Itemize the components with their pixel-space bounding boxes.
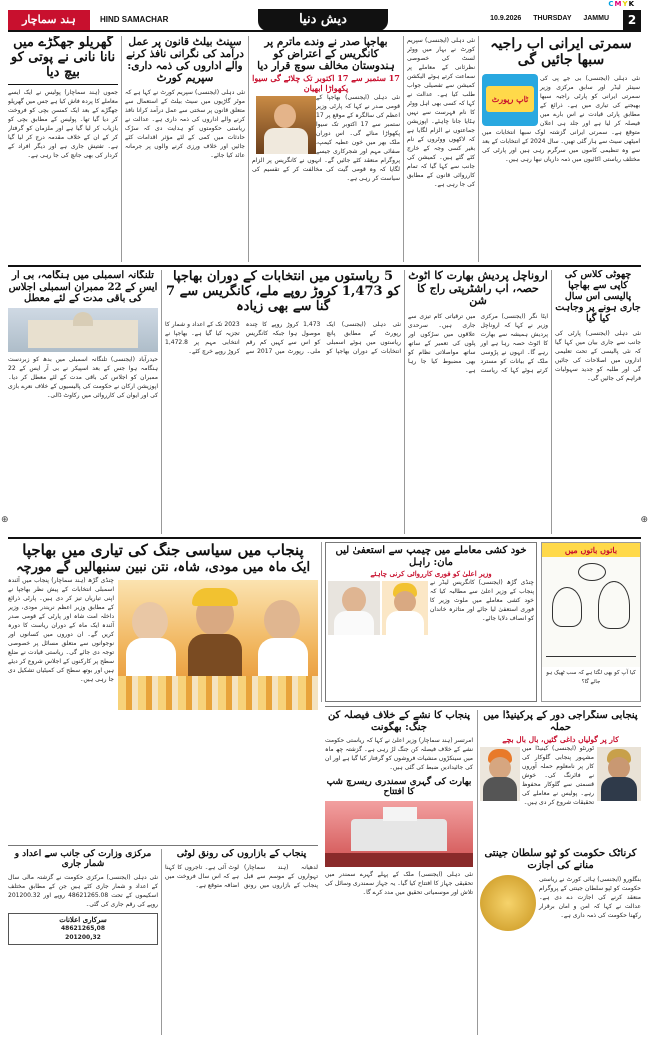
story-headline-2: بھارت کی گہری سمندری ریسرچ شپ کا افتتاح — [326, 777, 472, 798]
masthead-logo: ہند سماچار — [8, 10, 90, 30]
figures-box-title: سرکاری اعلانات — [59, 914, 107, 924]
story-punjab-drugs — [325, 710, 473, 1035]
story-headline: پنجاب کے بازاروں کی رونق لوٹی — [176, 849, 307, 859]
story-headline: پنجاب میں سیاسی جنگ کی تیاری میں بھاجپا — [22, 542, 304, 559]
story-canada-attack — [480, 710, 641, 840]
story-headline: اروناچل پردیش بھارت کا اٹوٹ حصہ، اب راشٹرپتی راج کا شن — [408, 270, 548, 308]
cartoon-title: باتوں باتوں میں — [542, 543, 640, 557]
story-headline: پنجابی سنگراجی دور کے پرکینیڈا میں حملہ — [483, 710, 638, 733]
story-far-left — [8, 36, 118, 262]
header-day: THURSDAY — [533, 15, 572, 22]
story-body: نئی دہلی (ایجنسی) سپریم کورٹ نے بہار میں ووٹر لسٹ کی خصوصی نظرثانی کے معاملے پر سماعت کرتے ہوئے الیکشن کمیشن سے تفصیلی جواب طلب کیا ہے۔ عدالت نے کہا کہ کسی بھی اہل ووٹر کا نام فہرست سے نہیں ہٹایا جانا چاہئے۔ اپوزیشن جماعتوں نے الزام لگایا ہے کہ لاکھوں ووٹروں کے نام بغیر کسی وجہ کے خارج کئے گئے ہیں۔ کمیشن کی جانب سے کہا گیا کہ تمام کارروائی قانون کے مطابق کی جا رہی ہے۔ — [407, 37, 475, 188]
story-subheadline: وزیر اعلیٰ کو فوری کارروائی کرنی چاہئے — [370, 569, 492, 578]
top-report-label: ٹاپ رپورٹ — [486, 86, 534, 112]
header-city: JAMMU — [583, 15, 609, 22]
cmyk-strip: CMYK — [608, 0, 635, 8]
story-headline: کرناٹک حکومت کو ٹپو سلطان جینتی منانے کی اجازت — [484, 848, 637, 871]
story-headline: چھوٹی کلاس کی کاپی سے بھاجپا پالیسی اس سال جاری ہونے پر وجاہت کیا گیا — [555, 270, 641, 324]
story-body: چنڈی گڑھ (ہند سماچار) پنجاب میں آئندہ اسمبلی انتخابات کے پیش نظر بھاجپا نے اپنی تیاریاں تیز کر دی ہیں۔ پارٹی ذرائع کے مطابق وزیر اعظم نریندر مودی، وزیر داخلہ امت شاہ اور پارٹی کے قومی صدر آئندہ ایک ماہ کے دوران ریاست کا دورہ کریں گے۔ ان دوروں میں کسانوں اور نوجوانوں سے متعلق مسائل پر خصوصی توجہ دی جائے گی۔ ریاستی قیادت نے ضلع سطح پر کارکنوں کے اجلاس شروع کر دیئے ہیں اور بوتھ سطح کی کمیٹیاں تشکیل دی جا رہی ہیں۔ — [8, 577, 114, 684]
story-five-states-funds — [165, 270, 401, 534]
story-body-2: نئی دہلی (ایجنسی) ملک کے پہلے گہرے سمندر میں تحقیقی جہاز کا افتتاح کیا گیا۔ یہ جہاز سمندری وسائل کی تلاش اور موسمیاتی تحقیق میں مدد کرے گا۔ — [325, 870, 473, 896]
story-headline-2: ایک ماہ میں مودی، شاہ، نتن نبین سنبھالیں گے مورچہ — [15, 560, 311, 576]
column-rule — [248, 36, 249, 262]
story-subheadline: کار پر گولیاں داغی گئیں، بال بال بچے — [502, 735, 619, 744]
singer-photo-1 — [597, 747, 641, 801]
column-rule — [478, 36, 479, 262]
column-rule — [121, 36, 122, 262]
story-smriti-irani — [482, 36, 640, 262]
mann-photo — [382, 581, 428, 635]
column-rule — [161, 849, 162, 1035]
story-headline: گھریلو جھگڑے میں نانا نانی نے پوتی کو بیچ دیا — [10, 36, 116, 80]
figure-2: 201200,32 — [65, 934, 101, 942]
story-body: چنڈی گڑھ (ایجنسی) کانگریس لیڈر نے پنجاب کے وزیر اعلیٰ سے مطالبہ کیا کہ خود کشی معاملے میں ملوث وزیر کا فوری استعفیٰ لیا جائے اور متاثرہ خاندان کو انصاف دلایا جائے۔ — [430, 579, 534, 623]
story-body: نئی دہلی (ایجنسی) بی جے پی کی سینئر لیڈر اور سابق مرکزی وزیر سمرتی ایرانی کو پارٹی راجیہ سبھا بھیجنے کی تیاری میں ہے۔ ذرائع کے مطابق پارٹی قیادت نے اس بارے میں فیصلہ کر لیا ہے اور جلد ہی اعلان متوقع ہے۔ سمرتی ایرانی گزشتہ لوک سبھا انتخابات میں امیٹھی سیٹ سے ہار گئی تھیں۔ سال 2024 کے انتخابات کے بعد سے وہ تنظیمی کاموں میں سرگرم رہی ہیں اور پارٹی کی مختلف ریاستی اکائیوں میں ذمہ داریاں نبھا رہی ہیں۔ — [482, 75, 640, 164]
section-title: دیش دنیا — [258, 9, 388, 31]
story-headline: بھاجپا صدر نے وندے ماترم پر کانگریس کے اعتراض کو ہندوستان مخالف سوچ قرار دیا — [257, 36, 395, 73]
cartoon-illustration — [542, 557, 640, 667]
column-rule — [403, 36, 404, 262]
figure-1: 48621265,08 — [60, 925, 106, 933]
registration-mark-right: ⊕ — [640, 515, 648, 525]
story-punjab-markets — [165, 849, 318, 1035]
figures-box — [8, 913, 158, 945]
story-headline: 5 ریاستوں میں انتخابات کے دوران بھاجپا کو 1,473 کروڑ روپے ملے، کانگریس سے 7 گنا سے بھی زیادہ — [166, 270, 400, 314]
column-rule — [321, 542, 322, 702]
column-rule — [404, 270, 405, 534]
story-arunachal — [408, 270, 548, 534]
story-body: ایٹا نگر (ایجنسی) مرکزی وزیر نے کہا کہ اروناچل پردیش ہمیشہ سے بھارت کا اٹوٹ حصہ رہا ہے اور رہے گا۔ انہوں نے پڑوسی ملک کے بیانات کو مسترد کرتے ہوئے کہا کہ ریاست میں ترقیاتی کام تیزی سے جاری ہیں۔ سرحدی علاقوں میں سڑکوں اور پلوں کی تعمیر کے ساتھ ساتھ مواصلاتی نظام کو بھی مضبوط کیا جا رہا ہے۔ — [408, 312, 548, 374]
story-body: نئی دہلی (ایجنسی) ایک رپورٹ کے مطابق پانچ ریاستوں میں ہوئے اسمبلی انتخابات کے دوران بھاجپا کو 1,473 کروڑ روپے کا چندہ موصول ہوا جبکہ کانگریس کو اس سے کہیں کم رقم ملی۔ رپورٹ میں 2017 سے 2023 تک کے اعداد و شمار کا تجزیہ کیا گیا ہے۔ بھاجپا نے انتخابی مہم پر 1,472.8 کروڑ روپے خرچ کئے۔ — [165, 320, 401, 355]
divider — [8, 845, 318, 846]
story-body: لدھیانہ (ہند سماچار) تہواروں کے موسم سے قبل پنجاب کے بازاروں میں رونق لوٹ آئی ہے۔ تاجروں کا کہنا ہے کہ اس سال فروخت میں اضافہ متوقع ہے۔ — [165, 863, 318, 889]
story-headline: پنجاب کا نشے کے خلاف فیصلہ کن جنگ: بھگونت — [327, 710, 471, 733]
story-subheadline: 17 ستمبر سے 17 اکتوبر تک چلائے گی سیوا پکھواڑا ابھیان — [252, 73, 400, 93]
story-rahul — [325, 542, 537, 702]
story-body: نئی دہلی (ایجنسی) مرکزی حکومت نے گزشتہ مالی سال کے اعداد و شمار جاری کئے ہیں جن کے مطابق مختلف اسکیموں کے تحت 48621265.08 روپے اور 201200.32 روپے کی رقم جاری کی گئی۔ — [8, 873, 158, 908]
story-karnataka — [480, 848, 641, 1036]
story-headline: سینٹ بیلٹ قانون پر عمل درآمد کی نگرانی نافذ کرنے والے اداروں کی ذمہ داری: سپریم کورٹ — [126, 36, 244, 85]
story-headline: خود کشی معاملے میں چیمپ سے استعفیٰ لیں مان: راہل — [335, 545, 527, 568]
story-seat-belt — [125, 36, 245, 262]
story-punjab-bjp — [8, 542, 318, 842]
story-body: نئی دہلی (ایجنسی) پارٹی کی جانب سے جاری بیان میں کہا گیا کہ نئی پالیسی کے تحت تعلیمی اداروں میں اصلاحات کی جائیں گی اور طلبہ کو جدید سہولیات فراہم کی جائیں گی۔ — [555, 329, 641, 382]
divider — [8, 84, 118, 85]
top-report-badge — [482, 74, 538, 126]
emblem-image — [480, 875, 536, 931]
column-rule — [161, 270, 162, 534]
story-body: حیدرآباد (ایجنسی) تلنگانہ اسمبلی میں بدھ کو زبردست ہنگامہ ہوا جس کے بعد اسپیکر نے بی آر ایس کے 22 ممبران کو اجلاس کی باقی مدت کے لئے معطل کر دیا۔ اپوزیشن ارکان نے حکومت کی پالیسیوں کے خلاف نعرے بازی کی اور ایوان کی کارروائی میں رکاوٹ ڈالی۔ — [8, 355, 158, 399]
page-header — [8, 10, 641, 32]
divider — [325, 706, 641, 707]
story-body: بنگلورو (ایجنسی) ہائی کورٹ نے ریاستی حکومت کو ٹپو سلطان جینتی کے پروگرام منعقد کرنے کی اجازت دے دی ہے۔ عدالت نے کہا کہ امن و امان برقرار رکھنا حکومت کی ذمہ داری ہے۔ — [539, 876, 641, 919]
story-bjp-president — [252, 36, 400, 262]
cartoon-caption: کیا آپ کو بھی لگتا ہے کہ سب ٹھیک ہو جائے گا؟ — [546, 670, 636, 685]
band-divider — [8, 537, 641, 539]
band-divider — [8, 265, 641, 267]
page-number: 2 — [623, 10, 641, 30]
brand-name: HIND SAMACHAR — [100, 15, 169, 24]
header-date: 10.9.2026 — [490, 15, 522, 22]
column-rule — [551, 270, 552, 534]
story-body: جموں (ہند سماچار) پولیس نے ایک ایسے معاملے کا پردہ فاش کیا ہے جس میں گھریلو جھگڑے کے بعد ایک کمسن بچی کو فروخت کر دیا گیا تھا۔ پولیس کے مطابق بچی کو بازیاب کر لیا گیا ہے اور ملزمان کو گرفتار کر کے ان کے خلاف مقدمہ درج کر لیا گیا ہے۔ تفتیش جاری ہے اور دیگر افراد کے کردار کی بھی جانچ کی جا رہی ہے۔ — [8, 88, 118, 159]
story-bjp-policy — [555, 270, 641, 534]
leaders-photo — [118, 580, 318, 710]
registration-mark-left: ⊕ — [1, 515, 9, 525]
story-body: امرتسر (ہند سماچار) وزیر اعلیٰ نے کہا کہ ریاستی حکومت نشے کے خلاف فیصلہ کن جنگ لڑ رہی ہے۔ گزشتہ چھ ماہ میں سینکڑوں منشیات فروشوں کو گرفتار کیا گیا ہے اور ان کی جائیدادیں ضبط کی گئی ہیں۔ — [325, 737, 473, 771]
story-voter-list — [407, 36, 475, 262]
story-body: ٹورنٹو (ایجنسی) کینیڈا میں مشہور پنجابی گلوکار کی کار پر نامعلوم حملہ آوروں نے فائرنگ کی۔ خوش قسمتی سے گلوکار محفوظ رہے۔ پولیس نے معاملے کی تحقیقات شروع کر دی ہیں۔ — [522, 745, 594, 806]
story-body: نئی دہلی (ایجنسی) سپریم کورٹ نے کہا ہے کہ موٹر گاڑیوں میں سیٹ بیلٹ کے استعمال سے متعلق قانون پر سختی سے عمل درآمد کرانا نافذ کرنے والے اداروں کی ذمہ داری ہے۔ عدالت نے ریاستی حکومتوں کو ہدایت دی کہ سڑک حادثات میں کمی کے لئے مؤثر اقدامات کئے جائیں اور خلاف ورزی کرنے والوں پر جرمانہ عائد کیا جائے۔ — [125, 89, 245, 160]
story-govt-figures — [8, 849, 158, 1035]
leader-photo — [256, 96, 316, 154]
column-rule — [477, 710, 478, 1035]
story-headline: مرکزی وزارت کی جانب سے اعداد و شمار جاری — [14, 849, 152, 870]
story-headline: سمرتی ایرانی اب راجیہ سبھا جائیں گی — [490, 36, 632, 69]
story-telangana — [8, 270, 158, 534]
assembly-photo — [8, 308, 158, 352]
story-body: نئی دہلی (ایجنسی) بھاجپا کے قومی صدر نے کہا کہ پارٹی وزیر اعظم کی سالگرہ کے موقع پر 17 ستمبر سے 17 اکتوبر تک سیوا پکھواڑا منائے گی۔ اس دوران ملک بھر میں خون عطیہ کیمپ، صفائی مہم اور شجرکاری جیسے پروگرام منعقد کئے جائیں گے۔ انہوں نے کانگریس پر الزام لگایا کہ وہ قومی گیت کی مخالفت کر کے تقسیم کی سیاست کر رہی ہے۔ — [252, 94, 400, 183]
ship-photo — [325, 801, 473, 867]
rahul-photo — [328, 581, 380, 635]
header-dateline — [490, 15, 609, 22]
singer-photo-2 — [480, 747, 520, 801]
story-headline: تلنگانہ اسمبلی میں ہنگامہ، بی آر ایس کے 22 ممبران اسمبلی اجلاس کی باقی مدت کے لئے معطل — [8, 270, 158, 304]
cartoon-box — [541, 542, 641, 702]
